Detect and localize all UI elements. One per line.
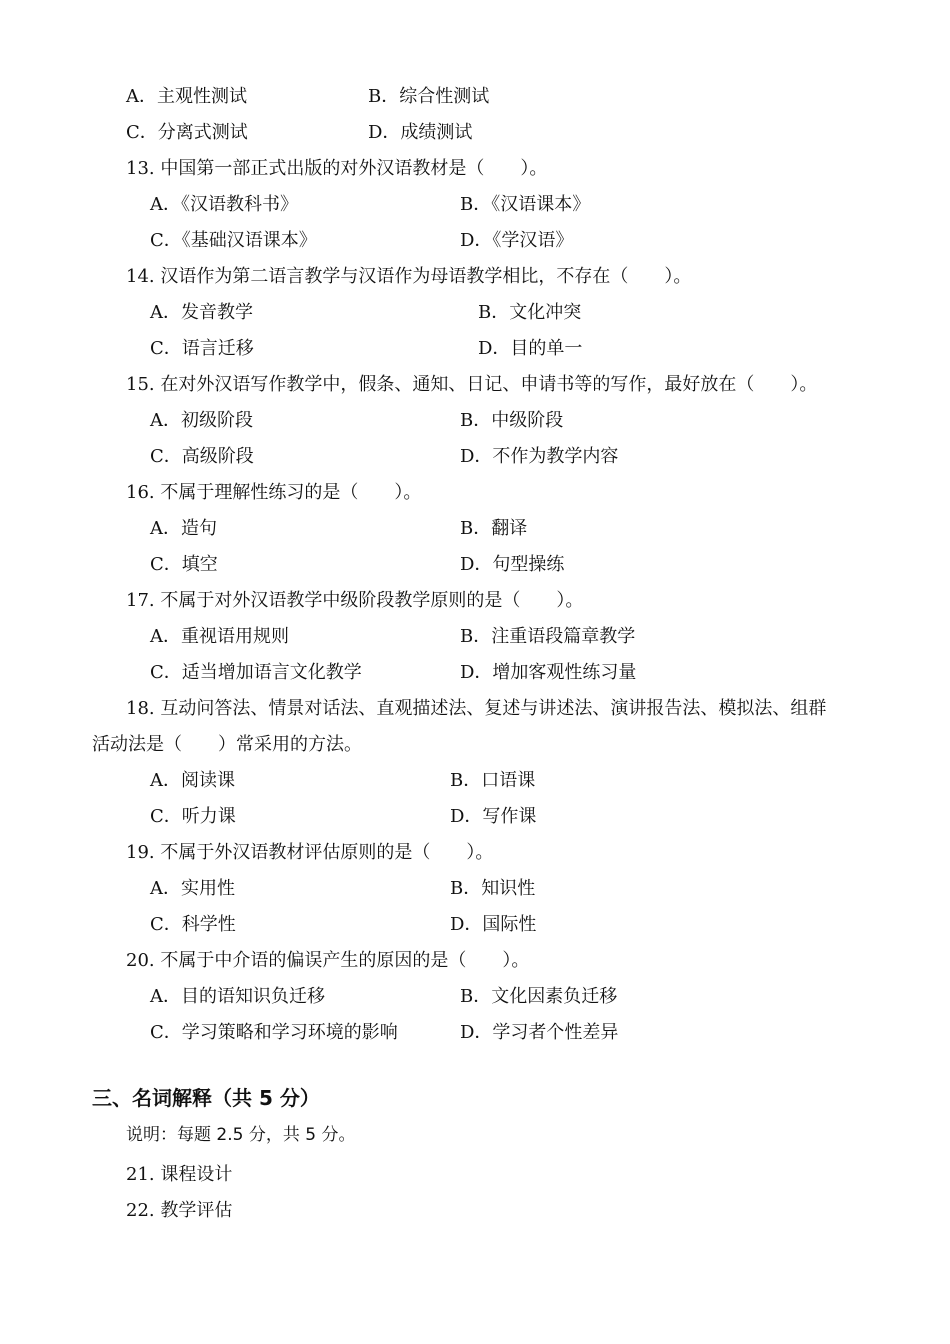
- question-16-option-b: B．翻译: [460, 518, 528, 539]
- question-15-option-d: D．不作为教学内容: [460, 446, 619, 467]
- question-20-option-a: A．目的语知识负迁移: [150, 986, 325, 1007]
- section-3-note: 说明：每题 2.5 分，共 5 分。: [126, 1125, 356, 1145]
- question-17-option-c: C．适当增加语言文化教学: [150, 662, 362, 683]
- term-item-22: 22. 教学评估: [126, 1200, 233, 1221]
- question-18-option-b: B．口语课: [450, 770, 536, 791]
- term-item-21: 21. 课程设计: [126, 1164, 233, 1185]
- question-13-option-d: D．《学汉语》: [460, 230, 574, 251]
- prev-option-d: D．成绩测试: [368, 122, 473, 143]
- question-18-option-a: A．阅读课: [150, 770, 235, 791]
- question-20-stem: 20. 不属于中介语的偏误产生的原因的是（ ）。: [126, 950, 530, 971]
- question-18-stem-continued: 活动法是（ ）常采用的方法。: [92, 734, 362, 755]
- question-14-option-a: A．发音教学: [150, 302, 253, 323]
- question-20-option-b: B．文化因素负迁移: [460, 986, 618, 1007]
- prev-option-c: C．分离式测试: [126, 122, 248, 143]
- question-19-option-a: A．实用性: [150, 878, 235, 899]
- question-13-option-b: B．《汉语课本》: [460, 194, 591, 215]
- question-18-stem: 18. 互动问答法、情景对话法、直观描述法、复述与讲述法、演讲报告法、模拟法、组群: [126, 698, 827, 719]
- question-17-option-a: A．重视语用规则: [150, 626, 289, 647]
- question-20-option-d: D．学习者个性差异: [460, 1022, 619, 1043]
- question-17-stem: 17. 不属于对外汉语教学中级阶段教学原则的是（ ）。: [126, 590, 584, 611]
- question-13-stem: 13. 中国第一部正式出版的对外汉语教材是（ ）。: [126, 158, 548, 179]
- question-15-option-a: A．初级阶段: [150, 410, 253, 431]
- question-15-option-c: C．高级阶段: [150, 446, 254, 467]
- question-13-option-c: C．《基础汉语课本》: [150, 230, 317, 251]
- question-18-option-d: D．写作课: [450, 806, 537, 827]
- question-19-option-b: B．知识性: [450, 878, 536, 899]
- question-14-stem: 14. 汉语作为第二语言教学与汉语作为母语教学相比，不存在（ ）。: [126, 266, 692, 287]
- question-14-option-c: C．语言迁移: [150, 338, 254, 359]
- question-20-option-c: C．学习策略和学习环境的影响: [150, 1022, 398, 1043]
- question-16-option-d: D．句型操练: [460, 554, 565, 575]
- question-14-option-b: B．文化冲突: [478, 302, 582, 323]
- prev-option-a: A．主观性测试: [126, 86, 247, 107]
- question-17-option-d: D．增加客观性练习量: [460, 662, 637, 683]
- question-15-stem: 15. 在对外汉语写作教学中，假条、通知、日记、申请书等的写作，最好放在（ ）。: [126, 374, 818, 395]
- question-19-option-c: C．科学性: [150, 914, 236, 935]
- question-19-stem: 19. 不属于外汉语教材评估原则的是（ ）。: [126, 842, 494, 863]
- question-18-option-c: C．听力课: [150, 806, 236, 827]
- prev-option-b: B．综合性测试: [368, 86, 490, 107]
- section-3-title: 三、名词解释（共 5 分）: [92, 1086, 320, 1110]
- question-13-option-a: A．《汉语教科书》: [150, 194, 298, 215]
- question-16-option-a: A．造句: [150, 518, 217, 539]
- question-17-option-b: B．注重语段篇章教学: [460, 626, 636, 647]
- question-14-option-d: D．目的单一: [478, 338, 583, 359]
- question-15-option-b: B．中级阶段: [460, 410, 564, 431]
- question-19-option-d: D．国际性: [450, 914, 537, 935]
- question-16-stem: 16. 不属于理解性练习的是（ ）。: [126, 482, 422, 503]
- question-16-option-c: C．填空: [150, 554, 218, 575]
